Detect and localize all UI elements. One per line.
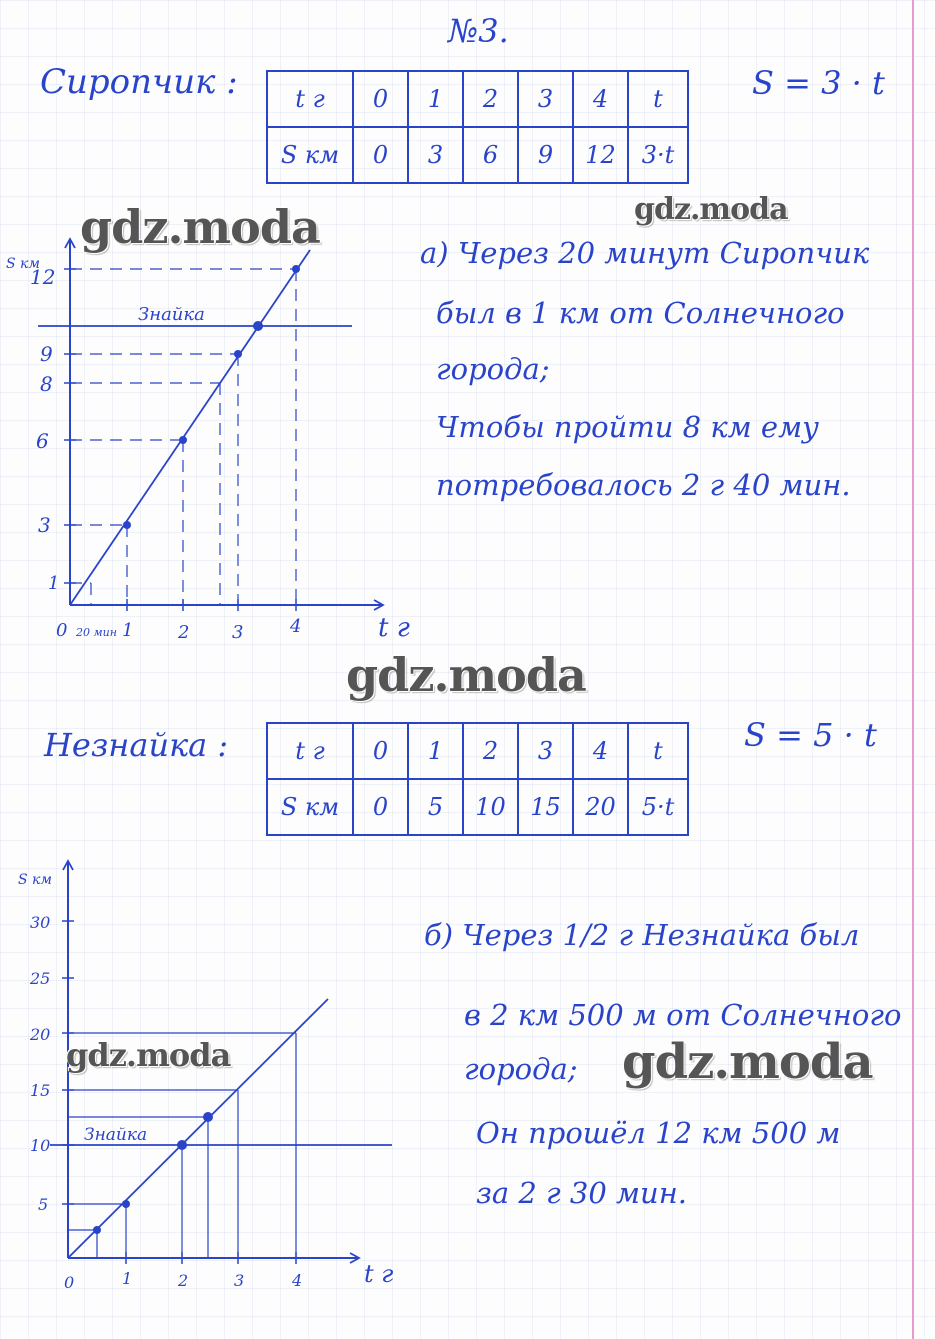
y-tick-label: 1: [48, 573, 60, 594]
table-cell: 0: [353, 71, 408, 127]
table-cell: 1: [408, 71, 463, 127]
y-tick-label: 20: [30, 1025, 51, 1044]
x-tick-label: 4: [292, 1271, 303, 1290]
table-cell: S км: [267, 127, 353, 183]
y-tick-label: 8: [40, 372, 53, 396]
table-cell: 1: [408, 723, 463, 779]
data-point: [93, 1226, 101, 1234]
y-tick-label: 6: [36, 429, 49, 453]
answer-line: Чтобы пройти 8 км ему: [436, 410, 819, 444]
x-axis-label: t г: [378, 613, 410, 643]
x-tick-label: 2: [178, 622, 190, 643]
x-tick-label: 4: [290, 616, 302, 637]
answer-line: за 2 г 30 мин.: [476, 1176, 688, 1210]
table-cell: 3: [518, 723, 573, 779]
x-tick-label: 1: [122, 1269, 133, 1288]
answer-line: города;: [464, 1052, 578, 1086]
table-cell: 15: [518, 779, 573, 835]
table-cell: 6: [463, 127, 518, 183]
y-tick-label: 30: [30, 913, 51, 932]
neznayka-formula: S = 5 · t: [744, 716, 877, 754]
table-cell: 12: [573, 127, 628, 183]
answer-line: города;: [436, 352, 550, 386]
answer-line: в 2 км 500 м от Солнечного: [464, 998, 902, 1032]
answer-line: б) Через 1/2 г Незнайка был: [424, 918, 860, 952]
neznayka-title: Незнайка :: [44, 726, 229, 764]
table-cell: 0: [353, 723, 408, 779]
table-cell: 5: [408, 779, 463, 835]
table-cell: 9: [518, 127, 573, 183]
origin-label: 0: [56, 620, 68, 641]
y-axis-label: S км: [18, 872, 53, 888]
table-cell: 3·t: [628, 127, 688, 183]
table-cell: S км: [267, 779, 353, 835]
watermark: gdz.moda: [80, 200, 320, 254]
x-tick-label: 3: [232, 622, 244, 643]
table-cell: 2: [463, 723, 518, 779]
watermark: gdz.moda: [66, 1036, 231, 1074]
y-tick-label: 3: [38, 513, 51, 537]
watermark: gdz.moda: [346, 648, 586, 702]
answer-line: Он прошёл 12 км 500 м: [476, 1116, 841, 1150]
table-cell: t г: [267, 723, 353, 779]
y-tick-label: 9: [40, 342, 53, 366]
answer-line: а) Через 20 минут Сиропчик: [420, 236, 870, 270]
table-cell: 3: [518, 71, 573, 127]
data-point: [122, 1200, 130, 1208]
table-cell: t: [628, 723, 688, 779]
table-cell: 4: [573, 723, 628, 779]
watermark: gdz.moda: [622, 1034, 873, 1090]
y-tick-label: 25: [30, 969, 51, 988]
syropchik-formula: S = 3 · t: [752, 64, 885, 102]
y-axis-label: S км: [6, 256, 41, 272]
x-tick-label: 2: [178, 1271, 189, 1290]
table-cell: t: [628, 71, 688, 127]
table-cell: t г: [267, 71, 353, 127]
table-cell: 0: [353, 779, 408, 835]
answer-line: был в 1 км от Солнечного: [436, 296, 845, 330]
answer-line: потребовалось 2 г 40 мин.: [436, 468, 851, 502]
data-point: [177, 1140, 187, 1150]
y-tick-label: 5: [38, 1195, 49, 1214]
table-cell: 2: [463, 71, 518, 127]
table-cell: 5·t: [628, 779, 688, 835]
table-cell: 0: [353, 127, 408, 183]
x-tick-label: 3: [234, 1271, 245, 1290]
syropchik-title: Сиропчик :: [40, 62, 238, 102]
y-tick-label: 10: [30, 1136, 51, 1155]
table-cell: 4: [573, 71, 628, 127]
znayka-label: Знайка: [138, 304, 205, 325]
table-cell: 20: [573, 779, 628, 835]
znayka-label: Знайка: [84, 1125, 148, 1145]
table-cell: 3: [408, 127, 463, 183]
watermark: gdz.moda: [634, 192, 788, 227]
data-point: [203, 1112, 213, 1122]
origin-label: 0: [64, 1273, 75, 1292]
x-tick-label: 1: [122, 620, 134, 641]
y-tick-label: 15: [30, 1081, 51, 1100]
table-cell: 10: [463, 779, 518, 835]
x-axis-label: t г: [364, 1260, 394, 1288]
y-tick-label: 12: [30, 265, 56, 289]
problem-number: №3.: [448, 12, 509, 50]
x-minor-label: 20 мин: [76, 626, 117, 639]
